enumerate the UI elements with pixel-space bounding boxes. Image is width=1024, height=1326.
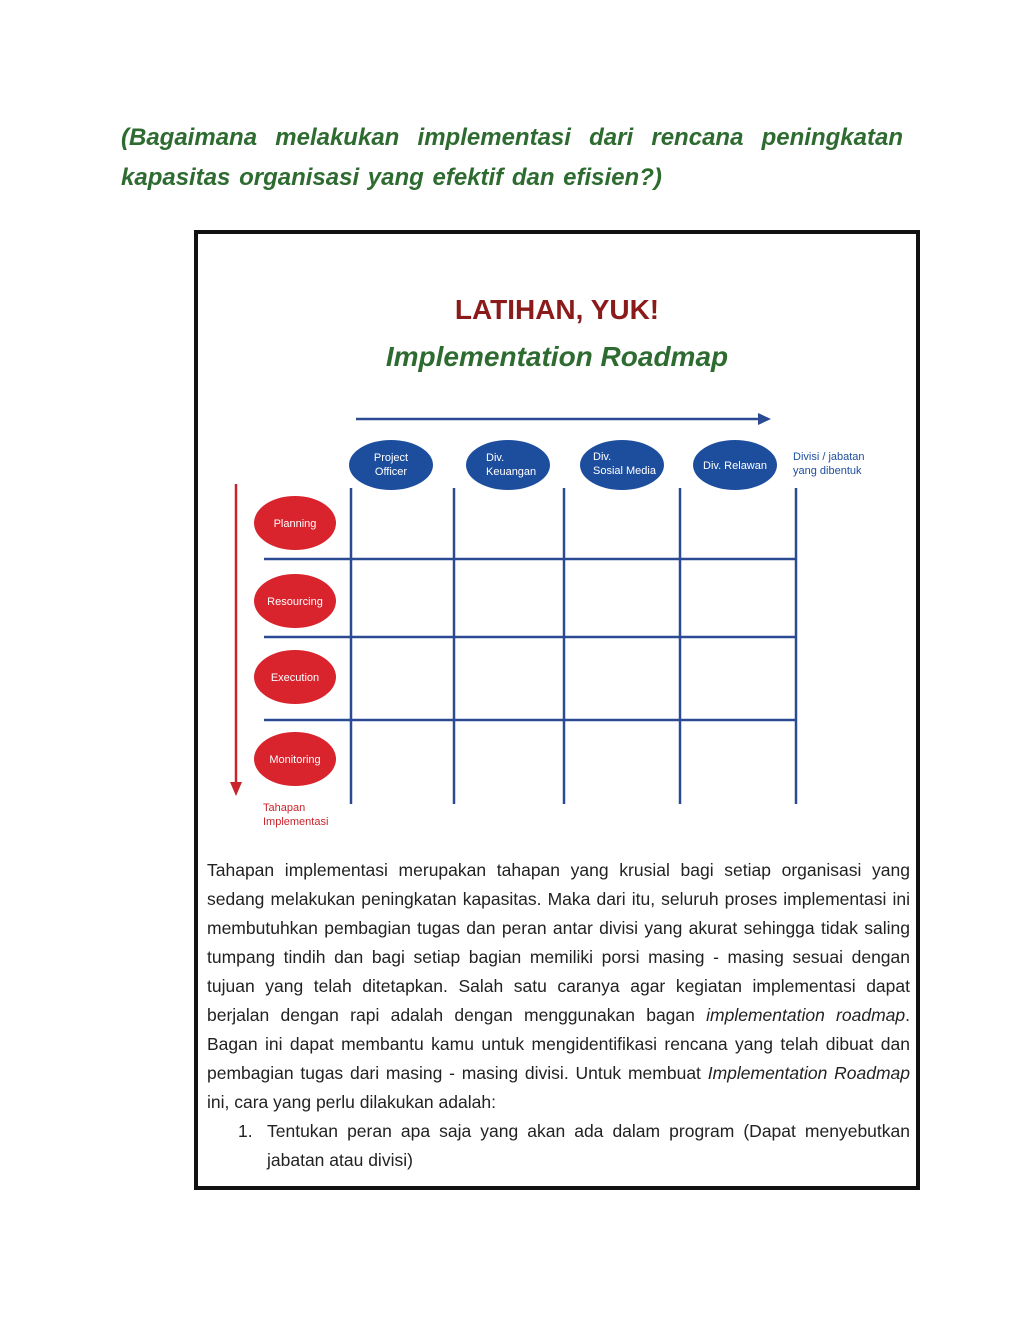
steps-list <box>207 1117 910 1175</box>
row-node-label: Execution <box>270 672 320 684</box>
row-node-monitoring <box>254 732 336 786</box>
column-node-label: Div. <box>593 451 612 463</box>
column-node-label: Div. <box>486 452 505 464</box>
column-node-label: Sosial Media <box>593 465 656 477</box>
body-paragraph: Tahapan implementasi merupakan tahapan yang krusial bagi setiap organisasi yang sedang melakukan peningkatan kapasitas. Maka dari itu, seluruh proses implementasi ini membutuhkan pembagian tugas dan peran antar divisi yang akurat sehingga tidak saling tumpang tindih dan bagi setiap bagian memiliki porsi masing - masing sesuai dengan tujuan yang telah ditetapkan. Salah satu caranya agar kegiatan implementasi dapat berjalan dengan rapi adalah dengan menggunakan bagan implementation roadmap. Bagan ini dapat membantu kamu untuk mengidentifikasi rencana yang telah dibuat dan pembagian tugas dari masing - masing divisi. Untuk membuat Implementation Roadmap ini, cara yang perlu dilakukan adalah: <box>207 860 911 1112</box>
list-item-text: Tentukan peran apa saja yang akan ada dalam program (Dapat menyebutkan jabatan atau divisi) <box>267 1121 910 1170</box>
row-axis-arrowhead <box>230 782 242 796</box>
column-node-div-sosial-media <box>580 440 664 490</box>
row-node-label: Resourcing <box>267 596 323 608</box>
body-text <box>207 856 910 1175</box>
emphasis-term: Implementation Roadmap <box>707 1063 911 1083</box>
column-node-label: Keuangan <box>486 466 537 478</box>
row-node-planning <box>254 496 336 550</box>
emphasis-term: implementation roadmap <box>706 1005 906 1025</box>
row-node-execution <box>254 650 336 704</box>
column-node-label: Officer <box>374 466 408 478</box>
column-axis-label: Divisi / jabatan <box>793 451 865 463</box>
column-node-div-keuangan <box>466 440 550 490</box>
guiding-question: (Bagaimana melakukan implementasi dari rencana peningkatan kapasitas organisasi yang efektif dan efisien?) <box>121 124 903 191</box>
row-node-label: Planning <box>273 518 317 530</box>
column-axis-arrowhead <box>758 413 771 425</box>
column-node-label: Div. Relawan <box>703 460 767 472</box>
exercise-box <box>194 230 920 1190</box>
list-item <box>207 1117 910 1175</box>
row-axis-label: Implementasi <box>263 816 329 828</box>
exercise-subtitle: Implementation Roadmap <box>385 341 729 372</box>
implementation-roadmap-diagram <box>198 234 916 844</box>
column-node-div-relawan <box>693 440 777 490</box>
grid-horizontal-lines <box>264 559 796 720</box>
column-node-label: Project <box>373 452 409 464</box>
column-node-project-officer <box>349 440 433 490</box>
grid-vertical-lines <box>351 488 796 804</box>
row-node-resourcing <box>254 574 336 628</box>
list-item-number: 1. <box>238 1121 253 1141</box>
row-axis-label: Tahapan <box>263 802 306 814</box>
row-node-label: Monitoring <box>269 754 321 766</box>
column-axis-label: yang dibentuk <box>793 465 862 477</box>
exercise-title: LATIHAN, YUK! <box>454 294 660 325</box>
